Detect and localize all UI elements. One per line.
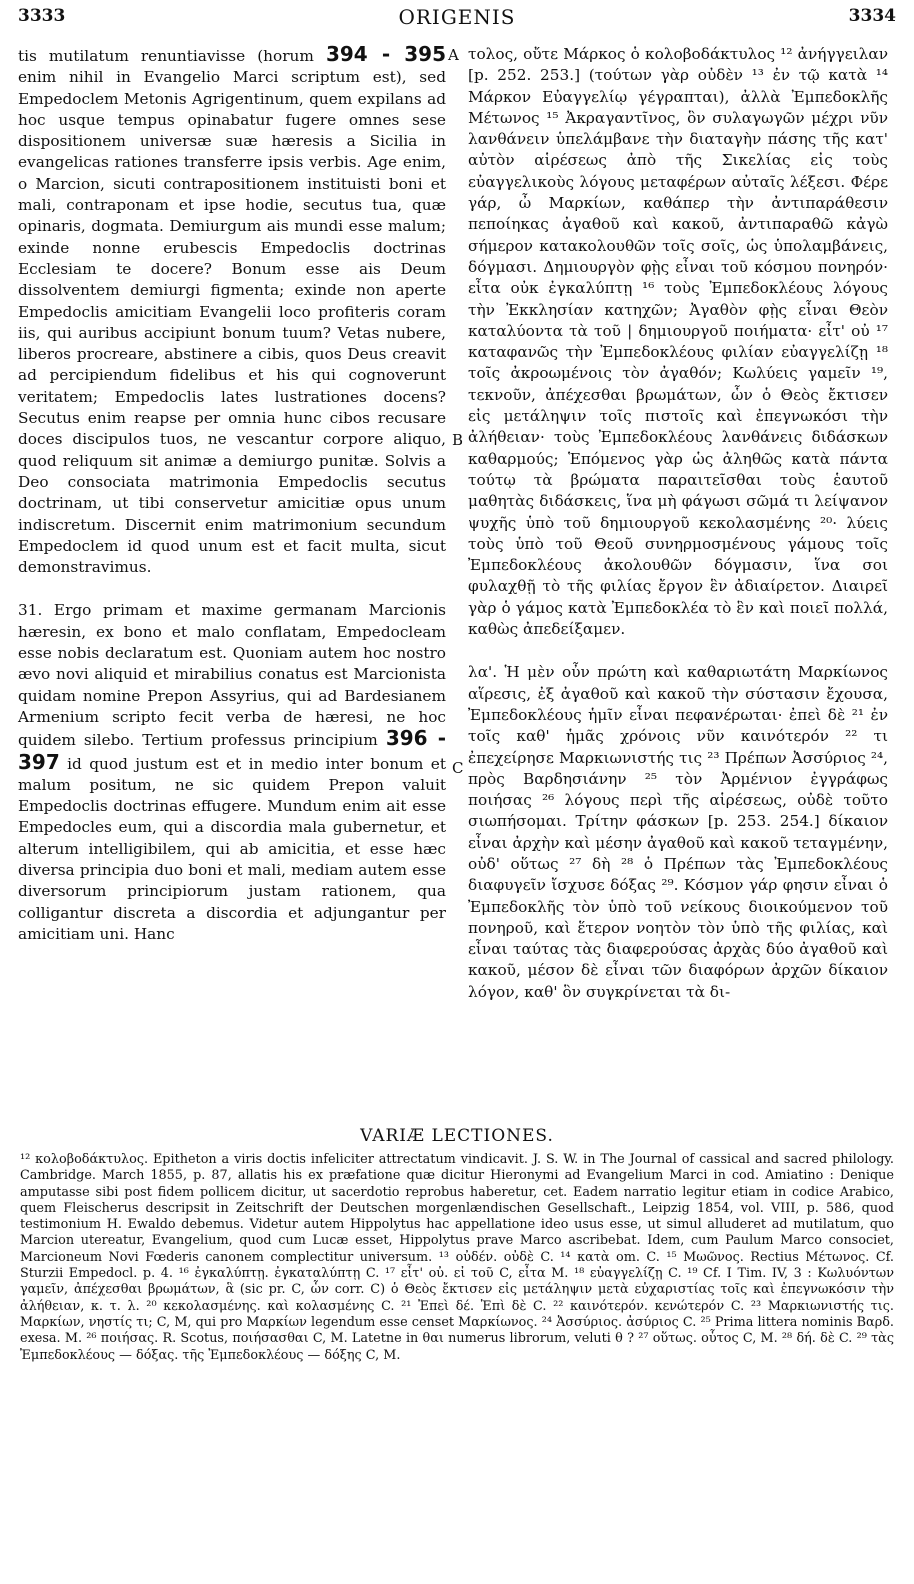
latin-column [18, 44, 446, 945]
section-marker-c: C [452, 759, 464, 777]
latin-text: enim nihil in Evangelio Marci scriptum est), sed Empedoclem Metonis Agrigentinum, quem expilans ad hoc usque tempus opinabatur fugere omnes sese dispositionem universæ suæ hæresis a Sicilia in evangelicas rationes transferre ipsis verbis. Age enim, o Marcion, sicuti contrapositionem instituisti boni et mali, contraponam et ipse hodie, secutus tua, quæ opinaris, dogmata. Demiurgum ais mundi esse malum; exinde nonne erubescis Empedoclis doctrinas Ecclesiam te docere? Bonum esse ais Deum dissolventem demiurgi figmenta; exinde non aperte Empedoclis amicitiam Evangelii loco profiteris coram iis, qui auribus accipiunt bonum tuum? Vetas nubere, liberos procreare, abstinere a cibis, quos Deus creavit ad percipiendum fidelibus et his qui cognoverunt veritatem; Empedoclis lates lustrationes docens? Secutus enim reapse per omnia hunc cibos recusare doces discipulos tuos, ne vescantur corpore aliquo, quod reliquum sit animæ a demiurgo punitæ. Solvis a Deo consociata matrimonia Empedoclis secutus doctrinam, ut tibi conservetur amicitiæ opus unum indiscretum. Discernit enim matrimonium secundum Empedoclem id quod unum est et facit multa, sicut demonstravimus. [18, 68, 446, 577]
footnotes-text: ¹² κολοβοδάκτυλος. Epitheton a viris doctis infeliciter attrectatum vindicavit. J. S. W. in The Journal of cassical and sacred philology. Cambridge. March 1855, p. 87, allatis his ex præfatione quæ dicitur Hieronymi ad Evangelium Marci in cod. Amiatino : Denique amputasse sibi post fidem pollicem dicitur, ut sacerdotio reprobus haberetur, cet. Eadem narratio legitur etiam in codice Arabico, quem Fleischerus descripsit in Zeitschrift der Deutschen morgenlændischen Gesellschaft., Leipzig 1854, vol. VIII, p. 586, quod testimonium H. Ewaldo debemus. Videtur autem Hippolytus hac appellatione ideo usus esse, ut simul alluderet ad mutilatum, quo Marcion utereatur, Evangelium, quod cum Lucæ esset, Hippolytus prave Marco ascribebat. Idem, cum Paulum Marco consociet, Marcioneum Novi Fœderis canonem complectitur universum. ¹³ οὐδέν. οὐδὲ C. ¹⁴ κατὰ om. C. ¹⁵ Μωῶνος. Rectius Μέτωνος. Cf. Sturzii Empedocl. p. 4. ¹⁶ ἐγκαλύπτῃ. ἐγκαταλύπτῃ C. ¹⁷ εἶτ' οὐ. εἰ τοῦ C, εἶτα M. ¹⁸ εὐαγγελίζῃ C. ¹⁹ Cf. I Tim. IV, 3 : Κωλυόντων γαμεῖν, ἀπέχεσθαι βρωμάτων, ἃ (sic pr. C, ὧν corr. C) ὁ Θεὸς ἔκτισεν εἰς μετάληψιν μετὰ εὐχαριστίας τοῖς καὶ ἐπεγνωκόσιν τὴν ἀλήθειαν, κ. τ. λ. ²⁰ κεκολασμένης. καὶ κολασμένης C. ²¹ Ἐπεὶ δέ. Ἐπὶ δὲ C. ²² καινότερόν. κενώτερόν C. ²³ Μαρκιωνιστής τις. Μαρκίων, νηστίς τι; C, M, qui pro Μαρκίων legendum esse censet Μαρκίωνος. ²⁴ Ἀσσύριος. ἀσύριος C. ²⁵ Prima littera nominis Βαρδ. exesa. M. ²⁶ ποιήσας. R. Scotus, ποιήσασθαι C, M. Latetne in θαι numerus librorum, veluti θ ? ²⁷ οὕτως. οὗτος C, M. ²⁸ δή. δὲ C. ²⁹ τὰς Ἐμπεδοκλέους — δόξας. τῆς Ἐμπεδοκλέους — δόξης C, M. [20, 1152, 894, 1363]
variae-lectiones-notes [20, 1152, 894, 1364]
latin-text: tis mutilatum renuntiavisse (horum [18, 47, 314, 65]
variae-lectiones-heading: VARIÆ LECTIONES. [360, 1126, 554, 1146]
column-marker: 396 - 397 [18, 726, 446, 774]
latin-text: 31. Ergo primam et maxime germanam Marcionis hæresin, ex bono et malo conflatam, Empedocleam esse nobis declaratum est. Quoniam autem hoc nostro ævo novi aliquid et mirabilius conatus est Marcionista quidam nomine Prepon Assyrius, qui ad Bardesianem Armenium scripto fecit verba de hæresi, ne hoc quidem silebo. Tertium professus principium [18, 601, 446, 750]
latin-paragraph-2 [18, 600, 446, 945]
section-marker-b: B [452, 431, 464, 449]
page-number-left: 3333 [18, 6, 66, 26]
page-number-right: 3334 [848, 6, 896, 26]
running-title: ORIGENIS [398, 5, 516, 29]
column-marker: 394 - 395 [325, 42, 446, 66]
greek-paragraph-1: τολος, οὔτε Μάρκος ὁ κολοβοδάκτυλος ¹² ἀνήγγειλαν [p. 252. 253.] (τούτων γὰρ οὐδὲν ¹³ ἐν τῷ κατὰ ¹⁴ Μάρκον Εὐαγγελίῳ γέγραπται), ἀλλὰ Ἐμπεδοκλῆς Μέτωνος ¹⁵ Ἀκραγαντῖνος, ὃν συλαγωγῶν μέχρι νῦν λανθάνειν ὑπελάμβανε τὴν διαταγὴν πάσης τῆς κατ' αὐτὸν αἱρέσεως ἀπὸ τῆς Σικελίας εἰς τοὺς εὐαγγελικοὺς λόγους μεταφέρων αὐταῖς λέξεσι. Φέρε γάρ, ὦ Μαρκίων, καθάπερ τὴν ἀντιπαράθεσιν πεποίηκας ἀγαθοῦ καὶ κακοῦ, ἀντιπαραθῶ κἀγὼ σήμερον κατακολουθῶν τοῖς σοῖς, ὡς ὑπολαμβάνεις, δόγμασι. Δημιουργὸν φῂς εἶναι τοῦ κόσμου πονηρόν· εἶτα οὐκ ἐγκαλύπτῃ ¹⁶ τοὺς Ἐμπεδοκλέους λόγους τὴν Ἐκκλησίαν κατηχῶν; Ἀγαθὸν φῂς εἶναι Θεὸν καταλύοντα τὰ τοῦ | δημιουργοῦ ποιήματα· εἶτ' οὐ ¹⁷ καταφανῶς τὴν Ἐμπεδοκλέους φιλίαν εὐαγγελίζῃ ¹⁸ τοῖς ἀκροωμένοις τὸν ἀγαθόν; Κωλύεις γαμεῖν ¹⁹, τεκνοῦν, ἀπέχεσθαι βρωμάτων, ὧν ὁ Θεὸς ἔκτισεν εἰς μετάληψιν τοῖς πιστοῖς καὶ ἐπεγνωκόσι τὴν ἀλήθειαν· τοὺς Ἐμπεδοκλέους λανθάνεις διδάσκων καθαρμούς; Ἑπόμενος γὰρ ὡς ἀληθῶς κατὰ πάντα τούτῳ τὰ βρώματα παραιτεῖσθαι τοὺς ἑαυτοῦ μαθητὰς διδάσκεις, ἵνα μὴ φάγωσι σῶμά τι λείψανον ψυχῆς ὑπὸ τοῦ δημιουργοῦ κεκολασμένης ²⁰· λύεις τοὺς ὑπὸ τοῦ Θεοῦ συνηρμοσμένους γάμους τοῖς Ἐμπεδοκλέους ἀκολουθῶν δόγμασιν, ἵνα σοι φυλαχθῇ τὸ τῆς φιλίας ἔργον ἓν ἀδιαίρετον. Διαιρεῖ γὰρ ὁ γάμος κατὰ Ἐμπεδοκλέα τὸ ἓν καὶ ποιεῖ πολλά, καθὼς ἀπεδείξαμεν. [468, 45, 888, 639]
latin-text: id quod justum est et in medio inter bonum et malum positum, ne sic quidem Prepon valuit Empedoclis doctrinas effugere. Mundum enim ait esse Empedocles eum, qui a discordia mala gubernetur, et alterum intelligibilem, qui ab amicitia, et esse hæc diversa principia duo boni et mali, mediam autem esse diversorum principiorum justam rationem, qua colligantur discreta a discordia et adjungantur per amicitiam uni. Hanc [18, 754, 446, 943]
page-header [18, 6, 896, 32]
section-marker-a: A [448, 46, 459, 64]
greek-paragraph-2: λα'. Ἡ μὲν οὖν πρώτη καὶ καθαριωτάτη Μαρκίωνος αἵρεσις, ἐξ ἀγαθοῦ καὶ κακοῦ τὴν σύστασιν ἔχουσα, Ἐμπεδοκλέους ἡμῖν εἶναι πεφανέρωται· ἐπεὶ δὲ ²¹ ἐν τοῖς καθ' ἡμᾶς χρόνοις νῦν καινότερόν ²² τι ἐπεχείρησε Μαρκιωνιστής τις ²³ Πρέπων Ἀσσύριος ²⁴, πρὸς Βαρδησιάνην ²⁵ τὸν Ἀρμένιον ἐγγράφως ποιήσας ²⁶ λόγους περὶ τῆς αἱρέσεως, οὐδὲ τοῦτο σιωπήσομαι. Τρίτην φάσκων [p. 253. 254.] δίκαιον εἶναι ἀρχὴν καὶ μέσην ἀγαθοῦ καὶ κακοῦ τεταγμένην, οὐδ' οὕτως ²⁷ δὴ ²⁸ ὁ Πρέπων τὰς Ἐμπεδοκλέους διαφυγεῖν ἴσχυσε δόξας ²⁹. Κόσμον γάρ φησιν εἶναι ὁ Ἐμπεδοκλῆς τὸν ὑπὸ τοῦ νείκους διοικούμενον τοῦ πονηροῦ, καὶ ἕτερον νοητὸν τὸν ὑπὸ τῆς φιλίας, καὶ εἶναι ταύτας τὰς διαφερούσας ἀρχὰς δύο ἀγαθοῦ καὶ κακοῦ, μέσον δὲ εἶναι τῶν διαφόρων ἀρχῶν δίκαιον λόγον, καθ' ὃν συγκρίνεται τὰ δι- [468, 663, 888, 1001]
latin-paragraph-1 [18, 44, 446, 578]
greek-column [468, 44, 888, 1003]
